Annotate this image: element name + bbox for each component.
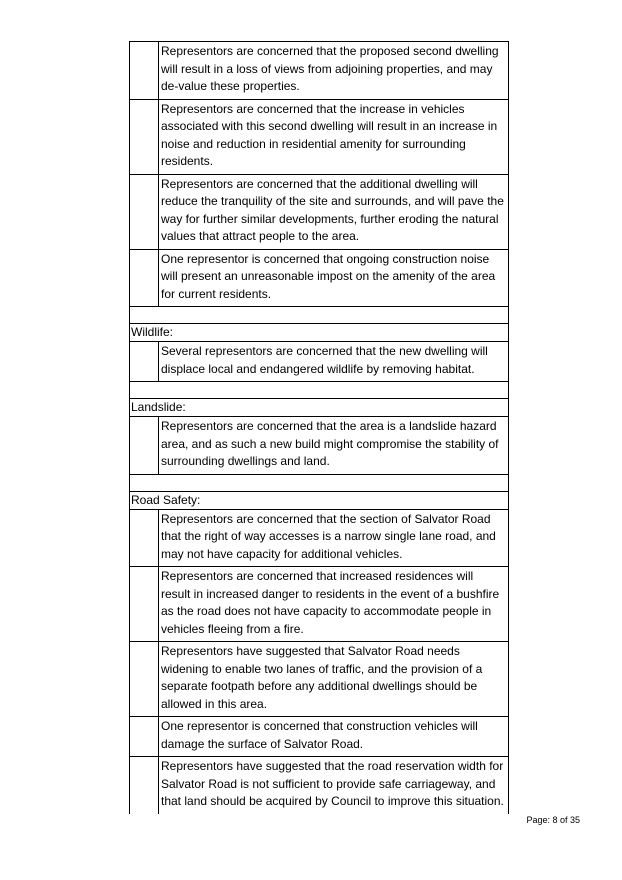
item-text: Representors are concerned that the increase in vehicles associated with this second dwelling will result in an increase in noise and reduction in residential amenity for surrounding residents. <box>161 101 498 168</box>
item-text: One representor is concerned that construction vehicles will damage the surface of Salvator Road. <box>161 719 478 751</box>
spacer-row <box>130 382 508 399</box>
table-row <box>130 417 508 475</box>
table-row <box>130 642 508 717</box>
item-text: Several representors are concerned that the new dwelling will displace local and endangered wildlife by removing habitat. <box>161 344 488 376</box>
section-heading-row <box>130 492 508 510</box>
item-text: Representors are concerned that the additional dwelling will reduce the tranquility of the site and surrounds, and will pave the way for further similar developments, further eroding the natural values that attract people to the area. <box>161 176 504 243</box>
landslide-heading: Landslide: <box>131 400 186 414</box>
table-row <box>130 567 508 642</box>
item-text: Representors are concerned that the section of Salvator Road that the right of way accesses is a narrow single lane road, and may not have capacity for additional vehicles. <box>161 511 496 561</box>
section-heading-row <box>130 399 508 417</box>
table-row <box>130 757 508 814</box>
spacer-row <box>130 307 508 324</box>
item-text: Representors are concerned that the area is a landslide hazard area, and as such a new build might compromise the stability of surrounding dwellings and land. <box>161 419 499 468</box>
item-text: Representors have suggested that the road reservation width for Salvator Road is not sufficient to provide safe carriageway, and that land should be acquired by Council to improve this situation. <box>161 759 504 808</box>
item-text: Representors have suggested that Salvator Road needs widening to enable two lanes of traffic, and the provision of a separate footpath before any additional dwellings should be allowed in this area. <box>161 644 483 711</box>
item-text: Representors are concerned that increased residences will result in increased danger to residents in the event of a bushfire as the road does not have capacity to accommodate people in vehicles fleeing from a fire. <box>161 569 500 636</box>
table-row <box>130 510 508 568</box>
table-row <box>130 175 508 250</box>
spacer-row <box>130 475 508 492</box>
item-text: Representors are concerned that the proposed second dwelling will result in a loss of views from adjoining properties, and may de-value these properties. <box>161 44 499 93</box>
page-number: Page: 8 of 35 <box>526 815 580 825</box>
item-text: One representor is concerned that ongoing construction noise will present an unreasonable impost on the amenity of the area for current residents. <box>161 251 496 301</box>
table-row <box>130 42 508 100</box>
table-row <box>130 342 508 382</box>
table-row <box>130 250 508 308</box>
road-safety-heading: Road Safety: <box>131 492 201 507</box>
wildlife-heading: Wildlife: <box>131 325 174 339</box>
section-heading-row <box>130 324 508 342</box>
table-row <box>130 100 508 175</box>
representations-table <box>129 41 509 814</box>
table-row <box>130 717 508 757</box>
